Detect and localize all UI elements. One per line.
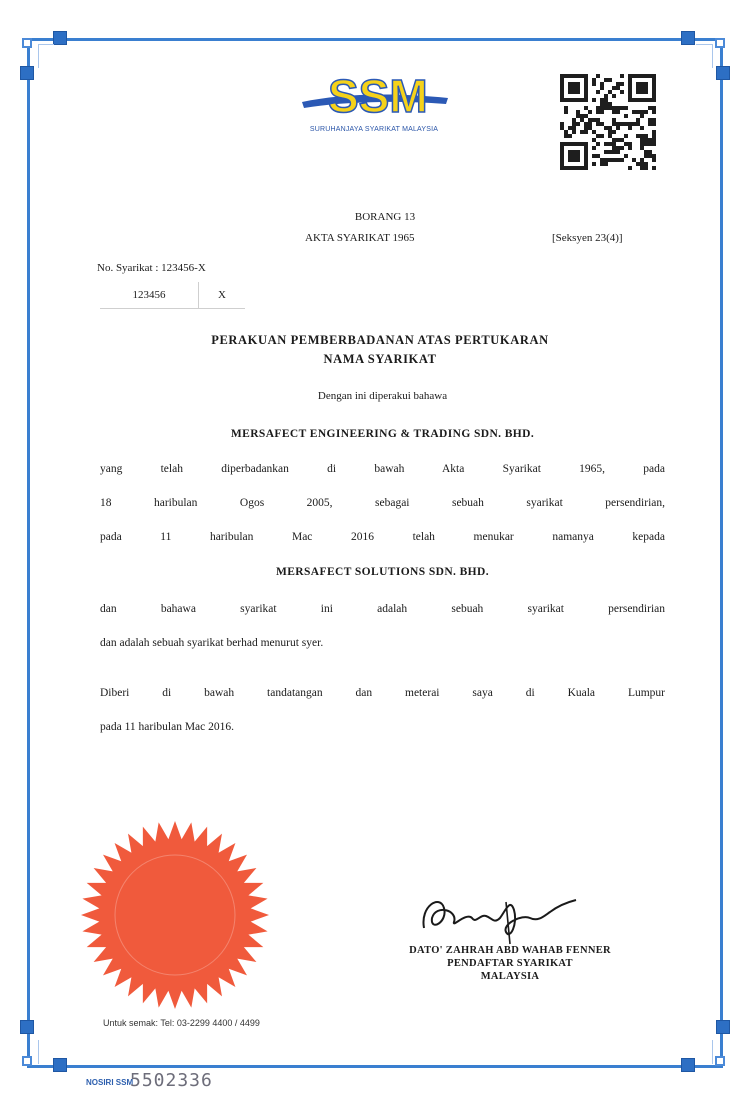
guide-line — [38, 44, 39, 68]
corner-marker-top-left[interactable] — [22, 38, 32, 48]
crop-handle-right-top[interactable] — [716, 66, 730, 80]
certificate-title — [120, 331, 640, 369]
registration-number: 123456 — [100, 282, 199, 308]
act-name: AKTA SYARIKAT 1965 — [305, 232, 415, 244]
registration-box — [100, 282, 245, 309]
intro-text: Dengan ini diperakui bahawa — [317, 390, 448, 402]
verification-note: Untuk semak: Tel: 03-2299 4400 / 4499 — [103, 1018, 260, 1028]
registration-label: No. Syarikat : 123456-X — [97, 262, 206, 274]
registration-suffix: X — [218, 289, 226, 301]
serial-label: NOSIRI SSM — [86, 1078, 134, 1087]
crop-handle-left-top[interactable] — [20, 66, 34, 80]
title-line-2: NAMA SYARIKAT — [323, 352, 437, 366]
corner-marker-bottom-right[interactable] — [715, 1056, 725, 1066]
paragraph-line: Diberi di bawah tandatangan dan meterai saya di Kuala Lumpur — [100, 687, 665, 699]
signature — [410, 888, 590, 948]
crop-handle-left-bottom[interactable] — [20, 1020, 34, 1034]
old-company-name: MERSAFECT ENGINEERING & TRADING SDN. BHD. — [230, 428, 535, 440]
official-seal — [80, 820, 270, 1010]
title-line-1: PERAKUAN PEMBERBADANAN ATAS PERTUKARAN — [211, 333, 549, 347]
signatory-block — [330, 944, 690, 983]
guide-line — [696, 44, 712, 45]
qr-code — [560, 74, 656, 170]
corner-marker-top-right[interactable] — [715, 38, 725, 48]
section-ref: [Seksyen 23(4)] — [552, 232, 623, 244]
crop-handle-right-bottom[interactable] — [716, 1020, 730, 1034]
paragraph-line: yang telah diperbadankan di bawah Akta Syarikat 1965, pada — [100, 463, 665, 475]
logo-text: SSM — [328, 70, 428, 122]
signatory-country: MALAYSIA — [480, 971, 540, 982]
corner-marker-bottom-left[interactable] — [22, 1056, 32, 1066]
guide-line — [38, 44, 54, 45]
signatory-title: PENDAFTAR SYARIKAT — [447, 958, 573, 969]
paragraph-line: dan adalah sebuah syarikat berhad menurut syer. — [100, 637, 324, 649]
guide-line — [38, 1040, 39, 1064]
crop-handle-bottom-left[interactable] — [53, 1058, 67, 1072]
form-number: BORANG 13 — [354, 211, 416, 223]
guide-line — [712, 44, 713, 68]
guide-line — [712, 1040, 713, 1064]
paragraph-line: 18 haribulan Ogos 2005, sebagai sebuah syarikat persendirian, — [100, 497, 665, 509]
new-company-name: MERSAFECT SOLUTIONS SDN. BHD. — [275, 566, 489, 578]
paragraph-line: dan bahawa syarikat ini adalah sebuah syarikat persendirian — [100, 603, 665, 615]
logo-subtitle: SURUHANJAYA SYARIKAT MALAYSIA — [309, 126, 439, 133]
crop-handle-top-left[interactable] — [53, 31, 67, 45]
crop-handle-bottom-right[interactable] — [681, 1058, 695, 1072]
crop-handle-top-right[interactable] — [681, 31, 695, 45]
signatory-name: DATO' ZAHRAH ABD WAHAB FENNER — [409, 945, 611, 956]
paragraph-line: pada 11 haribulan Mac 2016 telah menukar namanya kepada — [100, 531, 665, 543]
serial-number: 5502336 — [130, 1070, 213, 1091]
paragraph-line: pada 11 haribulan Mac 2016. — [100, 721, 235, 733]
